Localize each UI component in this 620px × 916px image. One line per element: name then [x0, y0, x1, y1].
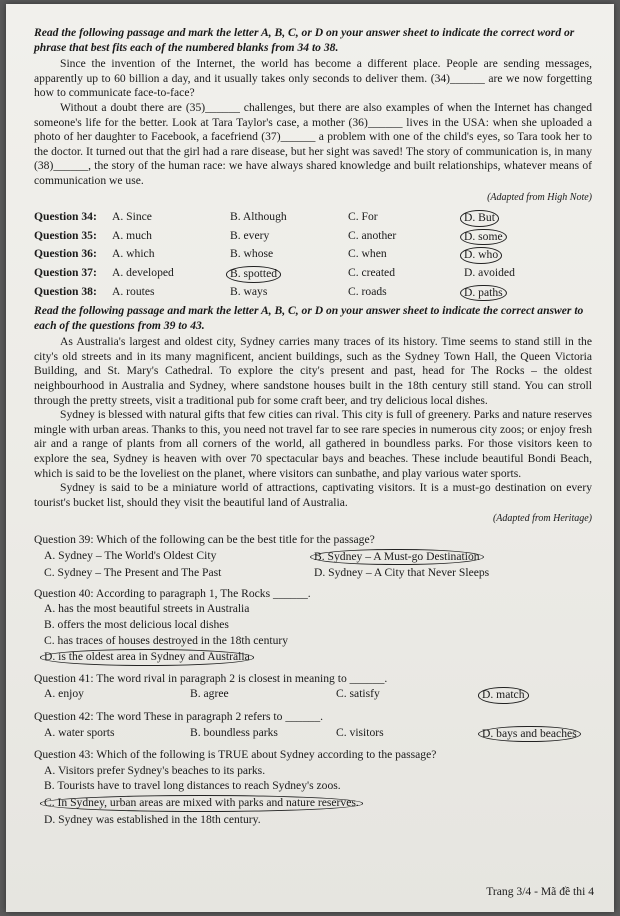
- cloze-question-row: [34, 284, 592, 303]
- cloze-question-row: [34, 265, 592, 284]
- cloze-option-a[interactable]: A. routes: [112, 284, 155, 298]
- q40-option-b[interactable]: B. offers the most delicious local dishes: [44, 617, 229, 631]
- question-41-options: [44, 687, 592, 704]
- cloze-option-b[interactable]: B. Although: [230, 210, 287, 224]
- cloze-option-c[interactable]: C. created: [348, 265, 395, 279]
- cloze-question-label: Question 36:: [34, 247, 97, 261]
- q42-option-a[interactable]: A. water sports: [44, 725, 115, 739]
- q43-option-d[interactable]: D. Sydney was established in the 18th century.: [44, 812, 261, 826]
- question-39-stem: Question 39: Which of the following can be the best title for the passage?: [34, 533, 375, 546]
- passage2-source: (Adapted from Heritage): [492, 513, 592, 525]
- cloze-question-label: Question 35:: [34, 228, 97, 242]
- q39-option-a[interactable]: A. Sydney – The World's Oldest City: [44, 548, 217, 562]
- passage1-paragraph-2: Without a doubt there are (35)______ challenges, but there are also examples of when the Internet has changed someone's life for the better. Look at Tara Taylor's case, a mother (36)______ lives in the USA: when she uploaded a photo of her daughter to Facebook, a facefriend (37)______ a problem with one of the child's eyes, so Tara took her to the doctor. It turned out that the girl had a rare disease, but her sight was saved! The story of communication is, in many (38)______, the story of the human race: we have always shared knowledge and built relationships, whatever means of communication we use.: [34, 100, 592, 187]
- q40-option-c[interactable]: C. has traces of houses destroyed in the 18th century: [44, 633, 289, 647]
- cloze-option-d[interactable]: D. paths: [460, 285, 507, 302]
- cloze-option-d[interactable]: D. avoided: [464, 265, 515, 279]
- page-footer: Trang 3/4 - Mã đề thi 4: [486, 885, 594, 898]
- q41-option-d[interactable]: D. match: [478, 687, 529, 704]
- section2-instruction: Read the following passage and mark the letter A, B, C, or D on your answer sheet to indicate the correct answer to each of the questions from 39 to 43.: [34, 304, 584, 332]
- cloze-option-c[interactable]: C. another: [348, 228, 397, 242]
- cloze-question-row: [34, 228, 592, 247]
- q41-option-b[interactable]: B. agree: [190, 687, 229, 701]
- q39-option-c[interactable]: C. Sydney – The Present and The Past: [44, 566, 222, 580]
- q41-option-a[interactable]: A. enjoy: [44, 687, 84, 701]
- cloze-option-a[interactable]: A. much: [112, 228, 152, 242]
- cloze-option-a[interactable]: A. which: [112, 247, 155, 261]
- exam-page: [6, 4, 614, 912]
- passage2-paragraph-3: Sydney is said to be a miniature world of attractions, captivating visitors. It is a must-go destination on every tourist's bucket list, should they visit the beautiful land of Australia.: [34, 481, 592, 509]
- cloze-option-d[interactable]: D. who: [460, 247, 502, 264]
- question-40-stem: Question 40: According to paragraph 1, The Rocks ______.: [34, 586, 311, 600]
- q43-option-a[interactable]: A. Visitors prefer Sydney's beaches to its parks.: [44, 763, 266, 777]
- cloze-option-d[interactable]: D. But: [460, 210, 499, 227]
- cloze-option-c[interactable]: C. when: [348, 247, 387, 261]
- q42-option-d[interactable]: D. bays and beaches: [478, 726, 581, 743]
- cloze-option-b[interactable]: B. every: [230, 228, 270, 242]
- page-content: [34, 26, 592, 827]
- cloze-option-d[interactable]: D. some: [460, 229, 507, 246]
- cloze-option-a[interactable]: A. developed: [112, 265, 174, 279]
- q42-option-c[interactable]: C. visitors: [336, 725, 384, 739]
- cloze-option-b[interactable]: B. spotted: [226, 266, 281, 283]
- cloze-question-label: Question 37:: [34, 265, 97, 279]
- cloze-option-a[interactable]: A. Since: [112, 210, 152, 224]
- cloze-option-b[interactable]: B. ways: [230, 284, 268, 298]
- passage1-paragraph-1: Since the invention of the Internet, the world has become a different place. People are sending messages, apparently up to 60 billion a day, and it usually takes only seconds to deliver them. (34)______ are we now forgetting how to communicate face-to-face?: [34, 57, 592, 100]
- cloze-option-c[interactable]: C. roads: [348, 284, 387, 298]
- cloze-question-label: Question 38:: [34, 284, 97, 298]
- cloze-option-c[interactable]: C. For: [348, 210, 378, 224]
- q42-option-b[interactable]: B. boundless parks: [190, 725, 278, 739]
- q40-option-d[interactable]: D. is the oldest area in Sydney and Australia: [40, 649, 254, 666]
- question-41-stem: Question 41: The word rival in paragraph 2 is closest in meaning to ______.: [34, 671, 388, 685]
- question-42-stem: Question 42: The word These in paragraph 2 refers to ______.: [34, 709, 324, 723]
- q39-option-b[interactable]: B. Sydney – A Must-go Destination: [310, 549, 484, 566]
- cloze-questions: [34, 209, 592, 302]
- question-43-stem: Question 43: Which of the following is TRUE about Sydney according to the passage?: [34, 748, 437, 762]
- passage2-paragraph-1: As Australia's largest and oldest city, Sydney carries many traces of its history. Time seems to stand still in the city's old streets and in its many magnificent, ancient buildings, such as the Sydney Town Hall, the Queen Victoria Building, and St. Mary's Cathedral. To explore the city's present and past, head for The Rocks – the oldest neighbourhood in Australia and Sydney, where sandstone houses built in the 18th century still stand. You can stroll through the pretty streets, visit a traditional pub for some craft beer, and try delicious local dishes.: [34, 335, 592, 407]
- q43-option-b[interactable]: B. Tourists have to travel long distances to reach Sydney's zoos.: [44, 779, 341, 793]
- question-39-options: [44, 549, 592, 566]
- q39-option-d[interactable]: D. Sydney – A City that Never Sleeps: [314, 566, 490, 580]
- q41-option-c[interactable]: C. satisfy: [336, 687, 380, 701]
- cloze-question-label: Question 34:: [34, 210, 97, 224]
- q43-option-c[interactable]: C. In Sydney, urban areas are mixed with parks and nature reserves.: [40, 795, 363, 812]
- cloze-question-row: [34, 246, 592, 265]
- passage2-paragraph-2: Sydney is blessed with natural gifts that few cities can rival. This city is full of greenery. Parks and nature reserves mingle with urban areas. Thanks to this, you need not travel far to see rare species in numerous city zoos; or enjoy fresh air and a range of plants from all corners of the world, all gathered in boundless parks. For those visitors keen to explore the sea, Sydney is heaven with over 70 spectacular bays and beaches. These include beautiful Bondi Beach, which is said to be the loveliest on the planet, where visitors can sunbathe, and play various water sports.: [34, 408, 592, 480]
- cloze-question-row: [34, 209, 592, 228]
- passage1-source: (Adapted from High Note): [487, 191, 592, 203]
- q40-option-a[interactable]: A. has the most beautiful streets in Australia: [44, 602, 250, 616]
- cloze-option-b[interactable]: B. whose: [230, 247, 274, 261]
- section1-instruction: Read the following passage and mark the letter A, B, C, or D on your answer sheet to indicate the correct word or phrase that best fits each of the numbered blanks from 34 to 38.: [34, 26, 575, 54]
- question-42-options: [44, 726, 592, 743]
